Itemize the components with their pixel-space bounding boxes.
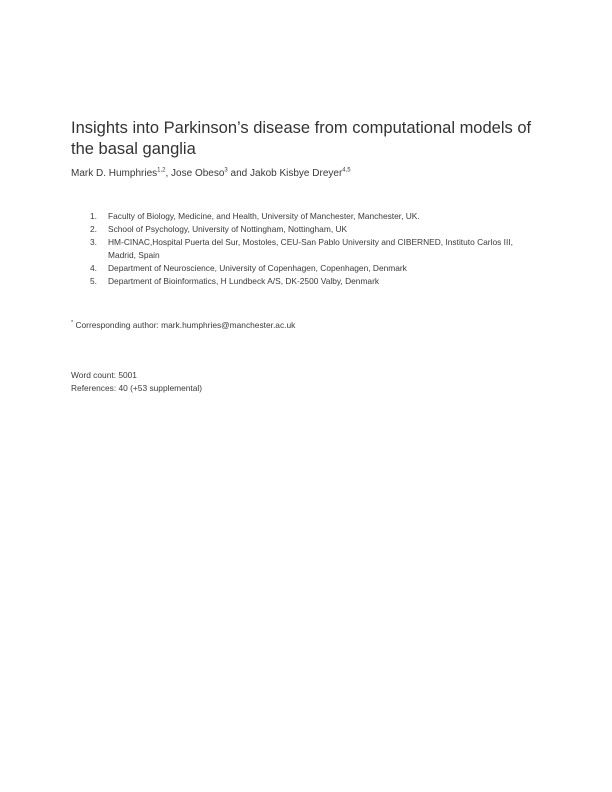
affiliation-text: Department of Neuroscience, University of Copenhagen, Copenhagen, Denmark (108, 263, 407, 273)
author-separator: , (165, 168, 172, 179)
author-name: Jakob Kisbye Dreyer (250, 168, 343, 179)
affiliation-item (71, 210, 521, 223)
author-affiliation-marker: 1,2 (157, 167, 166, 174)
affiliation-number: 2. (90, 224, 97, 234)
affiliation-text: Faculty of Biology, Medicine, and Health, University of Manchester, Manchester, UK. (108, 211, 420, 221)
paper-title: Insights into Parkinson’s disease from computational models of the basal ganglia (71, 119, 532, 158)
author-affiliation-marker: 4,5 (342, 167, 351, 174)
corresponding-mark: * (71, 320, 74, 327)
author-name: Mark D. Humphries (71, 168, 158, 179)
affiliation-item (71, 236, 521, 262)
author-list (71, 167, 551, 181)
affiliation-number: 3. (90, 237, 97, 247)
affiliation-number: 5. (90, 276, 97, 286)
corresponding-author-text: Corresponding author: mark.humphries@manchester.ac.uk (75, 320, 296, 330)
manuscript-counts (71, 369, 521, 394)
affiliation-number: 1. (90, 211, 97, 221)
affiliation-number: 4. (90, 263, 97, 273)
affiliation-text: Department of Bioinformatics, H Lundbeck A/S, DK-2500 Valby, Denmark (108, 276, 380, 286)
author-separator: and (227, 168, 251, 179)
word-count: Word count: 5001 (71, 370, 137, 380)
corresponding-author-note (71, 319, 521, 331)
affiliation-item (71, 275, 521, 288)
author-affiliation-marker: 3 (224, 167, 228, 174)
author-name: Jose Obeso (171, 168, 225, 179)
reference-count: References: 40 (+53 supplemental) (71, 382, 203, 393)
affiliation-text: School of Psychology, University of Nottingham, Nottingham, UK (108, 224, 348, 234)
affiliation-text: HM-CINAC,Hospital Puerta del Sur, Mostoles, CEU-San Pablo University and CIBERNED, Instituto Carlos III, Madrid, Spain (108, 237, 513, 260)
affiliation-item (71, 262, 521, 275)
affiliation-item (71, 223, 521, 236)
affiliation-list (71, 210, 521, 288)
